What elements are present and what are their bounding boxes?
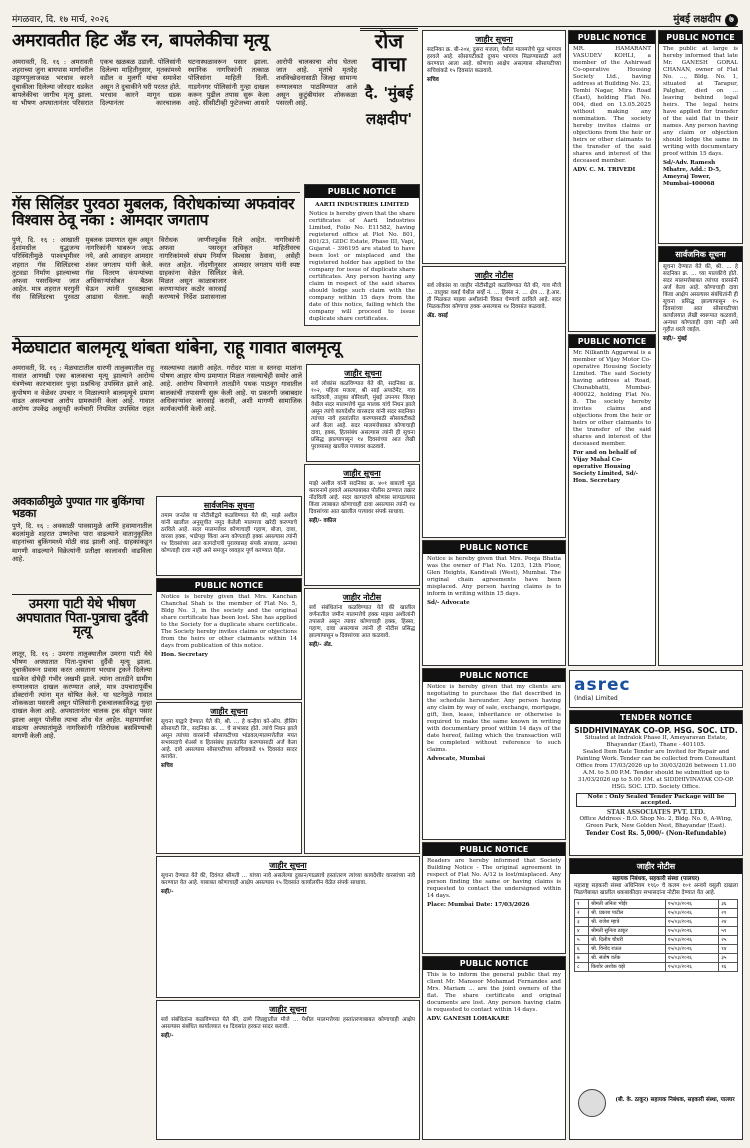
notice-n6-body: सदनिका क्र. बी-२०४, दुसरा मजला, येथील मालमत्तेचे मूळ भागपत्र हरवले आहे. सोसायटीकडे दुय्यम भागपत्र मिळण्यासाठी अर्ज करण्यात आला आहे. कोणाचा आक्षेप असल्यास सोसायटीच्या सचिवांकडे १५ दिवसांत कळवावे. bbox=[427, 47, 561, 74]
sarvajanik-suchana bbox=[658, 246, 743, 666]
table-cell: २५ bbox=[719, 936, 738, 945]
aarti-notice-body: Notice is hereby given that the share certificates of Aarti Industries Limited, Folio No. E11582, having registered office at Plot No. 801, 801/23, GIDC Estate, Phase III, Vapi, Gujarat - 396195 are stated to have been lost or misplaced and the registered holder has applied to the company for issue of duplicate share certificates. Any person having any claim in respect of the said shares should lodge such claim with the company within 15 days from the date of this notice, failing which the company will proceed to issue duplicate share certificates. bbox=[309, 211, 415, 322]
notice-n13-body: Mr. Nilkanth Aggarwal is a member of Vijay Motor Co-operative Housing Society Limited. The said Society having address at Road, Chunabhatti, Mumbai-400022, holding Flat No. 8. The society hereby invites claims and objections from the heir or heirs or other claimants to the transfer of the said shares and interest of the deceased member. bbox=[573, 350, 651, 447]
notice-n4-body: माझे अशील यांनी सदनिका क्र. ४०१ बाबतचे मूळ करारनामे हरवले असल्याबाबत पोलीस ठाण्यात तक्रार नोंदविली आहे. सदर कागदपत्रे कोणास सापडल्यास किंवा त्याबाबत कोणाचाही दावा असल्यास त्यांनी १४ दिवसांच्या आत खालील पत्त्यावर संपर्क साधावा. bbox=[309, 481, 415, 515]
notice-n12-body: MR. HAMARANT VASUDEV KOHLI, a member of the Ashirwad Co-operative Housing Society Ltd., having address at Building No. 23, Tembi Nagar, Mira Road (East), holding Flat No. 004, died on 13.05.2025 without making any nomination. The society hereby invites claims or objections from the heir or heirs or other claimants to the transfer of the said shares and interest of the deceased member. bbox=[573, 46, 651, 164]
notice-n16-body: सर्व संबंधितांना कळविण्यात येते की, ठाणे जिल्ह्यातील मौजे ... येथील मालमत्तेच्या हस्तांतरणाबाबत कोणाचाही आक्षेप असल्यास संबंधित कार्यालयात १४ दिवसांत हरकत सादर करावी. bbox=[161, 1017, 415, 1030]
article-melghat: अमरावती, दि. १६ : मेळघाटातील धारणी तालुक्यातील राहू गावात आणखी एका बालकाचा मृत्यू झाल्याने आरोग्य यंत्रणेच्या कारभारावर पुन्हा प्रश्नचिन्ह उपस्थित झाले आहे. कुपोषण व वेळेवर उपचार न मिळाल्याने बालमृत्यूचे प्रमाण वाढत असल्याचा आरोप ग्रामस्थांनी केला आहे. गावात आरोग्य उपकेंद्र असूनही कर्मचारी नियमित उपस्थित राहत नसल्याच्या तक्रारी आहेत. गरोदर माता व स्तनदा मातांना पोषण आहार योग्य प्रमाणात मिळत नसल्याचेही समोर आले आहे. आरोग्य विभागाने तातडीने पथक पाठवून गावातील बालकांची तपासणी सुरू केली आहे. या प्रकरणी जबाबदार अधिकाऱ्यांवर कारवाई करावी, अशी मागणी सामाजिक कार्यकर्त्यांनी केली आहे. bbox=[12, 364, 302, 414]
notice-n6-sign: सचिव bbox=[427, 77, 439, 83]
table-row bbox=[575, 936, 738, 945]
table-row bbox=[575, 918, 738, 927]
table-row bbox=[575, 909, 738, 918]
article-amravati-hit-and-run: अमरावती, दि. १६ : अमरावती शहराच्या जुना बायपास मार्गावरील उड्डाणपुलाजवळ भरधाव कारने दुचाकीला दिलेल्या जोरदार धडकेत बापलेकीचा जागीच मृत्यू झाला. या भीषण अपघातानंतर परिसरात एकच खळबळ उडाली. पोलिसांनी दिलेल्या माहितीनुसार, मृतकांमध्ये वडील व मुलगी यांचा समावेश असून ते दुचाकीने घरी परतत होते. भरधाव कारने मागून धडक दिल्यानंतर कारचालक घटनास्थळावरून पसार झाला. स्थानिक नागरिकांनी तत्काळ पोलिसांना माहिती दिली. गाडगेनगर पोलिसांनी गुन्हा दाखल करून पुढील तपास सुरू केला आहे. सीसीटीव्ही फुटेजच्या आधारे आरोपी चालकाचा शोध घेतला जात आहे. मृतांचे मृतदेह शवविच्छेदनासाठी जिल्हा सामान्य रुग्णालयात पाठविण्यात आले असून कुटुंबीयांवर शोककळा पसरली आहे. bbox=[12, 58, 357, 108]
notice-n11 bbox=[422, 842, 566, 954]
table-cell: किशोर अशोक वझे bbox=[588, 963, 665, 972]
notice-n6-title: जाहीर सूचना bbox=[475, 35, 513, 44]
notice-n13-title: PUBLIC NOTICE bbox=[569, 335, 655, 348]
tender-note: Note : Only Sealed Tender Package will be accepted. bbox=[576, 793, 736, 807]
notice-n7-title: PUBLIC NOTICE bbox=[157, 579, 301, 592]
registrar-seal bbox=[578, 1089, 606, 1117]
masthead bbox=[12, 10, 738, 27]
notice-n16 bbox=[156, 1000, 420, 1140]
aarti-notice-title: PUBLIC NOTICE bbox=[305, 185, 419, 198]
table-cell: १५/०३/२०२६ bbox=[665, 945, 719, 954]
notice-n15-body: This is to inform the general public that my client Mr. Mansoor Mohamad Fernandes and Mrs. Mariam ... are the joint owners of the flat. The share certificate and original documents are lost. Any person having claim is requested to contact within 14 days. bbox=[427, 972, 561, 1013]
table-cell: ५ bbox=[575, 936, 589, 945]
table-cell: १५/०३/२०२६ bbox=[665, 963, 719, 972]
notice-n14-body: Notice is hereby given that Mrs. Pooja Bhatia was the owner of Flat No. 1203, 12th Floor, Glen Heights, Kandivali (West), Mumbai. The original chain agreements have been misplaced. Any person having claims is to inform in writing within 15 days. bbox=[427, 556, 561, 597]
notice-n4-title: जाहीर सूचना bbox=[343, 469, 381, 478]
asrec-logo: asrec bbox=[574, 675, 631, 695]
notice-n10-title: PUBLIC NOTICE bbox=[423, 669, 565, 682]
table-cell: ८ bbox=[575, 963, 589, 972]
table-cell: १५/०३/२०२६ bbox=[665, 954, 719, 963]
roj-vacha-divider bbox=[360, 28, 418, 39]
notice-n15-title: PUBLIC NOTICE bbox=[423, 957, 565, 970]
table-cell: श्रीमती सुनिता ठाकूर bbox=[588, 927, 665, 936]
tender-consultant: STAR ASSOCIATES PVT. LTD. bbox=[606, 809, 706, 816]
notice-n5-sign: सही/- ॲड. bbox=[309, 642, 333, 648]
article-umarga-accident: लातूर, दि. १६ : उमरगा तालुक्यातील उमरगा पाटी येथे भीषण अपघातात पिता-पुत्राचा दुर्दैवी मृत्यू झाला. दुचाकीवरून प्रवास करत असताना भरधाव ट्रकने दिलेल्या धडकेत दोघेही गंभीर जखमी झाले. त्यांना तातडीने ग्रामीण रुग्णालयात दाखल करण्यात आले, मात्र उपचारापूर्वीच डॉक्टरांनी त्यांना मृत घोषित केले. या घटनेमुळे गावात शोककळा पसरली असून पोलिसांनी ट्रकचालकाविरुद्ध गुन्हा दाखल केला आहे. अपघातानंतर चालक ट्रक सोडून पसार झाला असून पोलीस त्याचा शोध घेत आहेत. महामार्गावर वाढत्या अपघातांमुळे नागरिकांनी गतिरोधक बसविण्याची मागणी केली आहे. bbox=[12, 650, 152, 741]
tender-address: Situated at Indralok Phase II, Ameyaravan Estate, Bhayandar (East), Thane - 401105. bbox=[584, 735, 728, 748]
roj-vacha-line4: लक्षदीप' bbox=[366, 110, 412, 128]
roj-vacha-line2: वाचा bbox=[371, 52, 407, 76]
table-cell: ५१ bbox=[719, 927, 738, 936]
headline-amravati-hit-and-run: अमरावतीत हिट अँड रन, बापलेकीचा मृत्यू bbox=[12, 31, 269, 51]
table-row bbox=[575, 927, 738, 936]
notice-n16-sign: सही/- bbox=[161, 1033, 174, 1039]
notice-n12-title: PUBLIC NOTICE bbox=[569, 31, 655, 44]
notice-n11-sign: Place: Mumbai Date: 17/03/2026 bbox=[427, 902, 530, 908]
right-top-notice-sign: Sd/-Adv. Ramesh Mhatre, Add.: D-5, Ameyraj Tower, Mumbai-400068 bbox=[663, 160, 722, 187]
defaulters-table bbox=[574, 899, 738, 972]
notice-n16-title: जाहीर सूचना bbox=[269, 1005, 307, 1014]
table-cell: २ bbox=[575, 909, 589, 918]
asrec-notice-banner bbox=[569, 670, 743, 708]
notice-n14 bbox=[422, 540, 566, 666]
jahir-notice-body: महाराष्ट्र सहकारी संस्था अधिनियम १९६० चे कलम १०१ अन्वये वसुली दाखला मिळणेबाबत खालील थकबाकीदार सभासदांना नोटीस देण्यात येत आहे. bbox=[574, 883, 738, 896]
jahir-notice-title: जाहीर नोटीस bbox=[570, 859, 742, 874]
tender-society: SIDDHIVINAYAK CO-OP. HSG. SOC. LTD. bbox=[574, 726, 738, 735]
jahir-notice-sign: (बी. के. ठाकूर) सहायक निबंधक, सहकारी संस्था, पालघर bbox=[615, 1097, 735, 1103]
table-row bbox=[575, 945, 738, 954]
divider bbox=[12, 336, 418, 337]
notice-n1-title: जाहीर सूचना bbox=[344, 369, 382, 378]
notice-n11-title: PUBLIC NOTICE bbox=[423, 843, 565, 856]
table-cell: १५/०३/२०२६ bbox=[665, 936, 719, 945]
divider bbox=[12, 192, 300, 193]
aarti-notice-date bbox=[305, 323, 419, 326]
notice-n2-body: तमाम जनतेस या नोटीसीद्वारे कळविण्यात येते की, माझे अशील यांनी खालील अनुसूचीत नमूद केलेली मालमत्ता खरेदी करण्याचे ठरविले आहे. सदर मालमत्तेवर कोणाचाही गहाण, बोजा, दावा, वारसा हक्क, भाडेपट्टा किंवा अन्य कोणताही हक्क असल्यास त्यांनी १४ दिवसांच्या आत कागदोपत्री पुराव्यासह संपर्क साधावा, अन्यथा कोणताही दावा नाही असे समजून व्यवहार पूर्ण करण्यात येईल. bbox=[161, 513, 297, 554]
notice-n2 bbox=[156, 496, 302, 576]
notice-n5-title: जाहीर नोटीस bbox=[342, 593, 382, 602]
roj-vacha-line3: दै. 'मुंबई bbox=[365, 84, 413, 102]
tender-notice bbox=[569, 710, 743, 856]
table-cell: १५/०३/२०२६ bbox=[665, 900, 719, 909]
notice-n11-body: Readers are hereby informed that Society Building Notice - The original agreement in respect of Flat No. A/12 is lost/misplaced. Any person finding the same or having claims is requested to contact the undersigned within 14 days. bbox=[427, 858, 561, 899]
roj-vacha-box bbox=[360, 30, 418, 178]
headline-car-booking: अवकाळीमुळे पुण्यात गार बुकिंगचा भडका bbox=[12, 495, 144, 520]
notice-n9-body: सूचना देण्यात येते की, दिवंगत श्रीमती ... यांच्या नावे असलेल्या दुकान/गाळ्याचे हस्तांतरण त्यांच्या कायदेशीर वारसांच्या नावे करण्यात येत आहे. याबाबत कोणाचाही आक्षेप असल्यास १५ दिवसांत कार्यालयीन वेळेत संपर्क साधावा. bbox=[161, 873, 415, 886]
right-top-public-notice bbox=[658, 30, 743, 244]
table-cell: श्री. विनोद राऊत bbox=[588, 945, 665, 954]
notice-n9 bbox=[156, 856, 420, 998]
aarti-company: AARTI INDUSTRIES LIMITED bbox=[315, 202, 409, 208]
article-gas-cylinder: पुणे, दि. १६ : आखाती देशांमधील युद्धजन्य परिस्थितीमुळे पाश्वभूमीवर शहरात गॅस सिलिंडरचा तुटवडा निर्माण झाल्याच्या अफवा पसरविल्या जात आहेत. मात्र शहरात घरगुती गॅस सिलिंडरचा पुरवठा मुबलक प्रमाणात सुरू असून नागरिकांनी घाबरून जाऊ नये, असे आवाहन आमदार शंकर जगताप यांनी केले. गॅस वितरण कंपन्यांच्या अधिकाऱ्यांसोबत बैठक घेऊन त्यांनी पुरवठ्याचा आढावा घेतला. काही विरोधक जाणीवपूर्वक अफवा पसरवून नागरिकांमध्ये संभ्रम निर्माण करत आहेत. नोंदणीनुसार ग्राहकांना वेळेत सिलिंडर मिळत असून काळाबाजार करणाऱ्यांवर कठोर कारवाई करण्याचे निर्देश प्रशासनाला दिले आहेत. नागरिकांनी अधिकृत माहितीवरच विश्वास ठेवावा, असेही आमदार जगताप यांनी स्पष्ट केले. bbox=[12, 236, 300, 302]
headline-umarga-accident: उमरगा पाटी येथे भीषण अपघातात पिता-पुत्राचा दुर्दैवी मृत्यू bbox=[16, 597, 148, 640]
notice-n7-sign: Hon. Secretary bbox=[161, 652, 208, 658]
table-cell: श्री. दिलीप चौधरी bbox=[588, 936, 665, 945]
table-row bbox=[575, 954, 738, 963]
tender-fees: Tender Cost Rs. 5,000/- (Non-Refundable) bbox=[585, 830, 727, 837]
notice-n14-sign: Sd/- Advocate bbox=[427, 600, 470, 606]
table-cell: श्रीमती अनिता भोईर bbox=[588, 900, 665, 909]
table-cell: १४ bbox=[719, 945, 738, 954]
notice-n1 bbox=[306, 364, 420, 462]
notice-n5 bbox=[304, 588, 420, 854]
notice-n1-body: सर्व लोकांस कळविण्यात येते की, सदनिका क्र. १०२, पहिला मजला, श्री साई अपार्टमेंट, गाव कांदिवली, तालुका बोरिवली, मुंबई उपनगर जिल्हा येथील सदर मालमत्तेचे मूळ मालक यांचे निधन झाले असून त्यांचे कायदेशीर वारसदार यांनी सदर सदनिका त्यांच्या नावे हस्तांतरित करण्यासाठी सोसायटीकडे अर्ज केला आहे. सदर मालमत्तेबाबत कोणाचाही दावा, हक्क, हितसंबंध असल्यास त्यांनी ही सूचना प्रसिद्ध झाल्यापासून १४ दिवसांच्या आत लेखी पुराव्यासह खालील पत्त्यावर कळवावे. bbox=[311, 381, 415, 450]
roj-vacha-line1: रोज bbox=[374, 29, 404, 53]
table-cell: १ bbox=[575, 900, 589, 909]
article-car-booking: पुणे, दि. १६ : अवकाळी पावसामुळे आणि हवामानातील बदलांमुळे शहरात उष्णतेचा पारा वाढल्याने वातानुकूलित वाहनांच्या बुकिंगमध्ये मोठी वाढ झाली आहे. ग्राहकांकडून मागणी वाढल्याने विक्रेत्यांनी प्रतीक्षा कालावधी वाढविला आहे. bbox=[12, 522, 152, 563]
notice-n10 bbox=[422, 668, 566, 840]
table-cell: १५/०३/२०२६ bbox=[665, 918, 719, 927]
notice-n2-title: सार्वजनिक सूचना bbox=[203, 501, 255, 510]
issue-date: मंगळवार, दि. १७ मार्च, २०२६ bbox=[12, 15, 109, 25]
right-top-notice-body: The public at large is hereby informed that late Mr. GANESH GORAL CHANAN, owner of Flat No. ..., Bldg. No. 1, situated at Tarapur, Palghar, died on ... leaving behind legal heirs. The legal heirs have applied for transfer of the said flat in their names. Any person having any claim or objection should lodge the same in writing with documentary proof within 15 days. bbox=[663, 46, 738, 157]
notice-n15 bbox=[422, 956, 566, 1140]
notice-n8-body: सर्व लोकांस या जाहीर नोटीसीद्वारे कळविण्यात येते की, गाव मौजे ... तालुका वसई येथील सर्व्हे नं. ... हिस्सा नं. ... क्षेत्र ... हे.आर. ही मिळकत माझ्या अशीलांनी विकत घेण्याचे ठरविले आहे. सदर मिळकतीवर कोणाचा हक्क असल्यास १४ दिवसांत कळवावे. bbox=[427, 283, 561, 310]
jahir-notice-palghar bbox=[569, 858, 743, 1140]
table-cell: २४ bbox=[719, 918, 738, 927]
headline-gas-cylinder: गॅस सिलिंडर पुरवठा मुबलक, विरोधकांच्या अफवांवर विश्वास ठेवू नका : आमदार जगताप bbox=[12, 194, 295, 230]
paper-name: मुंबई लक्षदीप ७ bbox=[673, 11, 738, 27]
notice-n3-sign: सचिव bbox=[161, 763, 173, 769]
notice-n12 bbox=[568, 30, 656, 332]
notice-n4-sign: सही/- वकील bbox=[309, 518, 337, 524]
table-row bbox=[575, 963, 738, 972]
sarvajanik-title: सार्वजनिक सूचना bbox=[659, 247, 742, 262]
headline-melghat: मेळघाटात बालमृत्यू थांबता थांबेना, राहू गावात बालमृत्यू bbox=[12, 338, 341, 358]
notice-n13 bbox=[568, 334, 656, 666]
sarvajanik-body: सूचना देण्यात येते की, श्री. ... हे सदनिका क्र. ... च्या मालकीचे होते. सदर मालमत्तेबाबत त्यांच्या वारसांनी अर्ज केला आहे. कोणाचाही दावा किंवा आक्षेप असल्यास संबंधितांनी ही सूचना प्रसिद्ध झाल्यापासून १५ दिवसांच्या आत सोसायटीच्या कार्यालयात लेखी स्वरूपात कळवावे, अन्यथा कोणताही दावा नाही असे गृहीत धरले जाईल. bbox=[663, 264, 738, 333]
notice-n7-body: Notice is hereby given that Mrs. Kanchan Chanchal Shah is the member of Flat No. 5, Bldg No. 3, in the society and the original share certificate has been lost. She has applied to the Society for a duplicate share certificate. The Society hereby invites claims or objections from the heirs or other claimants within 14 days from publication of this notice. bbox=[161, 594, 297, 649]
table-cell: ३६ bbox=[719, 900, 738, 909]
table-cell: ३ bbox=[575, 918, 589, 927]
table-cell: श्री. राजेश म्हात्रे bbox=[588, 918, 665, 927]
divider bbox=[12, 594, 152, 595]
table-row bbox=[575, 900, 738, 909]
table-cell: २१ bbox=[719, 909, 738, 918]
jahir-notice-head: सहायक निबंधक, सहकारी संस्था (पालघर) bbox=[612, 876, 700, 882]
page-number: ७ bbox=[725, 14, 738, 27]
sarvajanik-sign: सही/- मुंबई bbox=[663, 336, 687, 342]
notice-n5-body: सर्व संबंधितांना कळविण्यात येते की खालील वर्णनातील जमीन मालमत्तेचे हक्क माझ्या अशीलांनी तपासले असून त्यावर कोणाचाही हक्क, हिस्सा, गहाण, दावा असल्यास त्यांनी ही नोटीस प्रसिद्ध झाल्यापासून ७ दिवसांच्या आत कळवावे. bbox=[309, 605, 415, 639]
asrec-subtitle: (India) Limited bbox=[574, 695, 618, 702]
notice-n10-sign: Advocate, Mumbai bbox=[427, 756, 486, 762]
notice-n3 bbox=[156, 702, 302, 854]
notice-n8-title: जाहीर नोटीस bbox=[474, 271, 514, 280]
notice-n8 bbox=[422, 266, 566, 538]
notice-n9-sign: सही/- bbox=[161, 889, 174, 895]
notice-n3-body: सूचना याद्वारे देण्यात येते की, श्री. ... हे कन्हैया को-ऑप. हौसिंग सोसायटी लि., सदनिका क्र. ... चे सभासद होते. त्यांचे निधन झाले असून त्यांच्या वारसांनी सोसायटीच्या भांडवल/मालमत्तेतील मयत सभासदाचे शेअर्स व हितसंबंध हस्तांतरित करण्यासाठी अर्ज केला आहे. दावे असल्यास सोसायटीच्या सचिवाकडे १५ दिवसांत सादर करावेत. bbox=[161, 719, 297, 760]
aarti-public-notice bbox=[304, 184, 420, 326]
notice-n12-sign: ADV. C. M. TRIVEDI bbox=[573, 167, 636, 173]
notice-n9-title: जाहीर सूचना bbox=[269, 861, 307, 870]
table-cell: १६ bbox=[719, 963, 738, 972]
notice-n10-body: Notice is hereby given that my clients are negotiating to purchase the flat described in the schedule hereunder. Any person having any claim by way of sale, exchange, mortgage, gift, lien, lease, inheritance or otherwise is required to make the same known in writing with documentary proof within 14 days of the date hereof, failing which the transaction will be completed without reference to such claims. bbox=[427, 684, 561, 753]
notice-n4 bbox=[304, 464, 420, 586]
tender-office: Office Address - B.O. Shop No. 2, Bldg. No. 6, A-Wing, Green Park, New Golden Nest, Bhayandar (East). bbox=[579, 816, 733, 829]
tender-title: TENDER NOTICE bbox=[570, 711, 742, 724]
table-cell: १५/०३/२०२६ bbox=[665, 909, 719, 918]
notice-n8-sign: ॲड. वसई bbox=[427, 313, 448, 319]
notice-n15-sign: ADV. GANESH LOHAKARE bbox=[427, 1016, 510, 1022]
table-cell: ६ bbox=[575, 945, 589, 954]
table-cell: ३५ bbox=[719, 954, 738, 963]
table-cell: ४ bbox=[575, 927, 589, 936]
table-cell: १५/०३/२०२६ bbox=[665, 927, 719, 936]
notice-n3-title: जाहीर सूचना bbox=[210, 707, 248, 716]
right-top-notice-title: PUBLIC NOTICE bbox=[659, 31, 742, 44]
notice-n6 bbox=[422, 30, 566, 264]
table-cell: ७ bbox=[575, 954, 589, 963]
notice-n7 bbox=[156, 578, 302, 700]
notice-n14-title: PUBLIC NOTICE bbox=[423, 541, 565, 554]
table-cell: श्री. संतोष वर्तक bbox=[588, 954, 665, 963]
table-cell: श्री. प्रकाश पाटील bbox=[588, 909, 665, 918]
notice-n13-sign: For and on behalf of Vijay Mahal Co-operative Housing Society Limited, Sd/- Hon. Secretary bbox=[573, 450, 639, 484]
tender-body: Sealed Item Rate Tender are Invited for Repair and Painting Work. Tender can be collected from Consultant Office from 17/03/2026 up to 30/03/2026 between 11.00 A.M. to 5.00 P.M. Tender should be submitted up to 31/03/2026 up to 5.00 P.M. at SIDDHIVINAYAK CO-OP. HSG. SOC. LTD. Society Office. bbox=[575, 749, 737, 790]
